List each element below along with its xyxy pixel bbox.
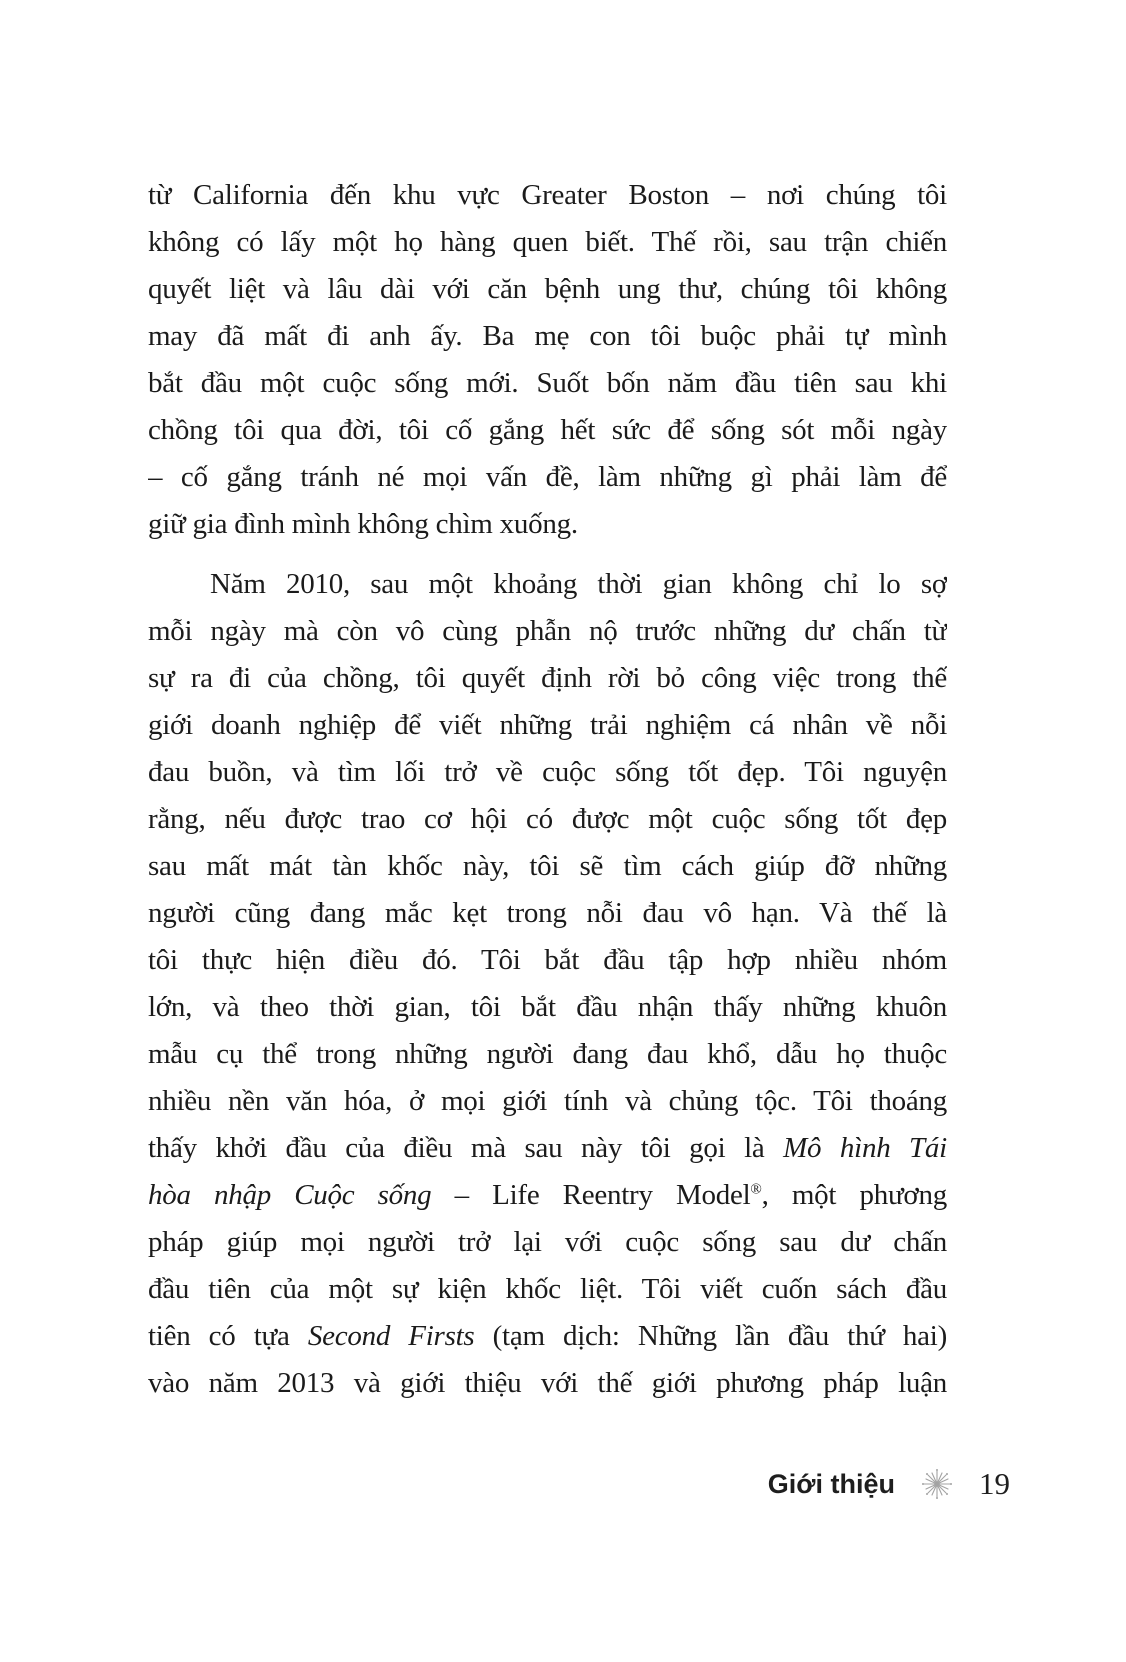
footer-section-title: Giới thiệu (767, 1468, 895, 1499)
text-segment: chồng tôi qua đời, tôi cố gắng hết sức để sống sót mỗi ngày (148, 414, 947, 446)
text-segment: bắt đầu một cuộc sống mới. Suốt bốn năm đầu tiên sau khi (148, 367, 947, 399)
text-segment: từ California đến khu vực Greater Boston – nơi chúng tôi (148, 179, 947, 211)
text-line (148, 1125, 947, 1172)
text-segment: Năm 2010, sau một khoảng thời gian không chỉ lo sợ (210, 568, 947, 600)
text-segment: pháp giúp mọi người trở lại với cuộc sống sau dư chấn (148, 1226, 947, 1258)
italic-text-segment: Second Firsts (307, 1320, 475, 1352)
text-line (148, 1266, 947, 1313)
text-line (148, 266, 947, 313)
text-line (148, 655, 947, 702)
text-segment: đầu tiên của một sự kiện khốc liệt. Tôi viết cuốn sách đầu (148, 1273, 947, 1305)
text-line (148, 937, 947, 984)
text-segment: vào năm 2013 và giới thiệu với thế giới phương pháp luận (148, 1367, 947, 1399)
text-segment: không có lấy một họ hàng quen biết. Thế rồi, sau trận chiến (148, 226, 947, 258)
text-line (148, 1219, 947, 1266)
text-segment: sự ra đi của chồng, tôi quyết định rời bỏ công việc trong thế (148, 662, 947, 694)
text-segment: mỗi ngày mà còn vô cùng phẫn nộ trước những dư chấn từ (148, 615, 947, 647)
starburst-ornament-icon (919, 1466, 955, 1502)
text-segment: lớn, và theo thời gian, tôi bắt đầu nhận thấy những khuôn (148, 991, 947, 1023)
text-line (148, 890, 947, 937)
text-segment: người cũng đang mắc kẹt trong nỗi đau vô hạn. Và thế là (148, 897, 947, 929)
text-line (148, 313, 947, 360)
text-line (148, 1313, 947, 1360)
text-line (148, 608, 947, 655)
text-line (148, 843, 947, 890)
text-line (148, 407, 947, 454)
text-segment: đau buồn, và tìm lối trở về cuộc sống tốt đẹp. Tôi nguyện (148, 756, 947, 788)
text-block (148, 172, 947, 1407)
text-segment: – cố gắng tránh né mọi vấn đề, làm những gì phải làm để (148, 461, 947, 493)
text-line (148, 561, 947, 608)
text-segment: sau mất mát tàn khốc này, tôi sẽ tìm cách giúp đỡ những (148, 850, 947, 882)
text-line (148, 1172, 947, 1219)
text-line (148, 501, 947, 548)
text-segment: may đã mất đi anh ấy. Ba mẹ con tôi buộc phải tự mình (148, 320, 947, 352)
italic-text-segment: hòa nhập Cuộc sống (148, 1179, 432, 1211)
text-segment: quyết liệt và lâu dài với căn bệnh ung thư, chúng tôi không (148, 273, 947, 305)
text-segment: , một phương (761, 1179, 947, 1211)
italic-text-segment: Mô hình Tái (783, 1132, 947, 1164)
text-line (148, 984, 947, 1031)
text-line (148, 796, 947, 843)
text-segment: – Life Reentry Model (431, 1179, 751, 1211)
text-segment: giới doanh nghiệp để viết những trải nghiệm cá nhân về nỗi (148, 709, 947, 741)
text-segment: nhiều nền văn hóa, ở mọi giới tính và chủng tộc. Tôi thoáng (148, 1085, 947, 1117)
text-line (148, 1031, 947, 1078)
text-segment: tôi thực hiện điều đó. Tôi bắt đầu tập hợp nhiều nhóm (148, 944, 947, 976)
text-segment: mẫu cụ thể trong những người đang đau khổ, dẫu họ thuộc (148, 1038, 947, 1070)
text-line (148, 702, 947, 749)
page-number: 19 (979, 1466, 1010, 1501)
paragraph (148, 172, 947, 548)
registered-mark: ® (750, 1181, 762, 1198)
text-segment: rằng, nếu được trao cơ hội có được một cuộc sống tốt đẹp (148, 803, 947, 835)
footer (768, 1462, 1010, 1506)
text-line (148, 219, 947, 266)
text-line (148, 749, 947, 796)
text-line (148, 1078, 947, 1125)
text-line (148, 360, 947, 407)
text-segment: giữ gia đình mình không chìm xuống. (148, 508, 578, 540)
text-line (148, 172, 947, 219)
text-segment: (tạm dịch: Những lần đầu thứ hai) (474, 1320, 947, 1352)
paragraph (148, 561, 947, 1407)
text-segment: thấy khởi đầu của điều mà sau này tôi gọi là (148, 1132, 784, 1164)
text-segment: tiên có tựa (148, 1320, 308, 1352)
text-line (148, 454, 947, 501)
text-line (148, 1360, 947, 1407)
